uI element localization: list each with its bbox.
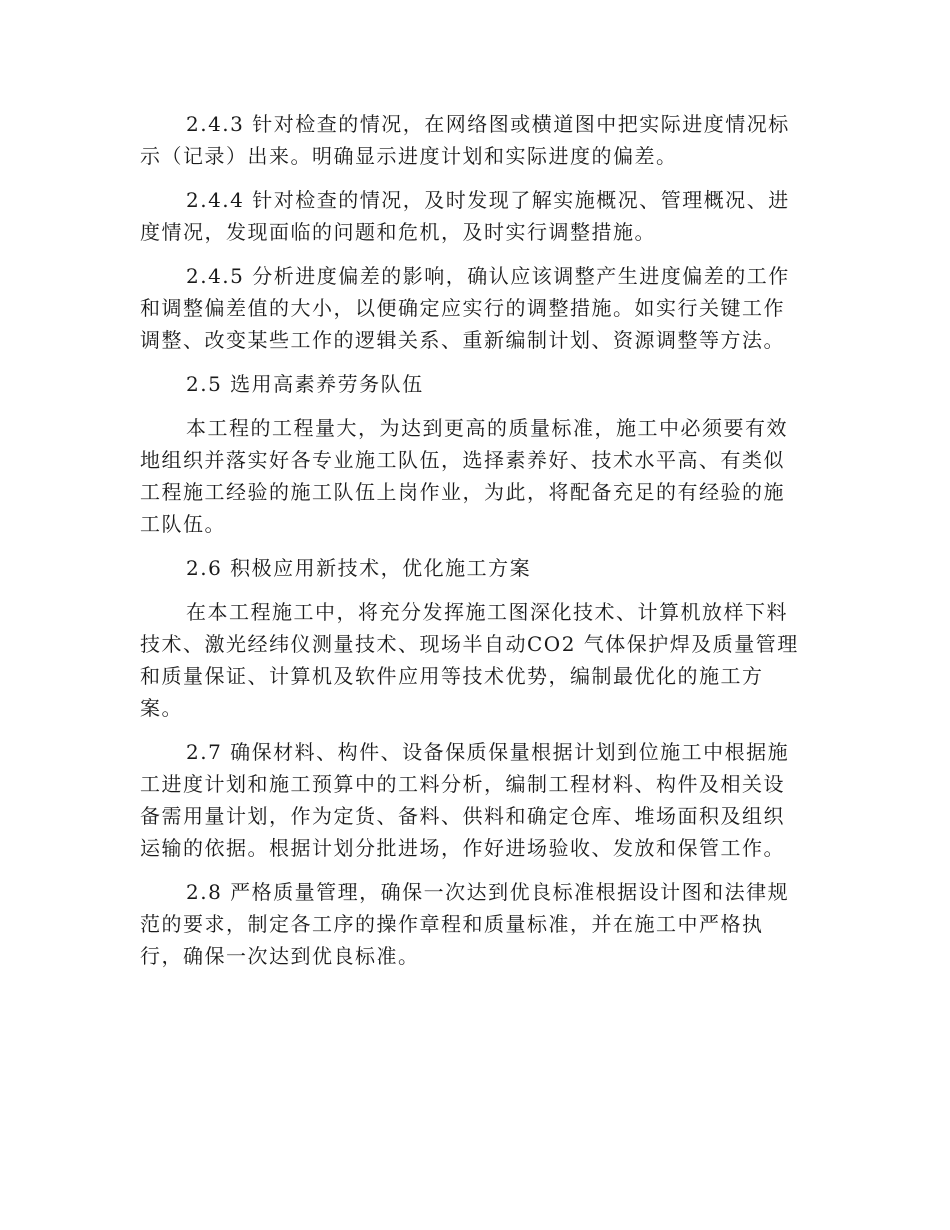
document-body [140, 108, 810, 984]
text-line: 案。 [140, 696, 183, 720]
text-line: 2.4.3 针对检查的情况，在网络图或横道图中把实际进度情况标 [186, 112, 790, 136]
text-line: 在本工程施工中，将充分发挥施工图深化技术、计算机放样下料 [186, 600, 788, 624]
paragraph-2-7 [140, 736, 810, 864]
text-line: 技术、激光经纬仪测量技术、现场半自动CO2 气体保护焊及质量管理 [140, 632, 799, 656]
heading-2-5 [140, 368, 810, 400]
paragraph-2-6-body [140, 596, 810, 724]
paragraph-2-4-4 [140, 184, 810, 248]
text-line: 2.4.4 针对检查的情况，及时发现了解实施概况、管理概况、进 [186, 188, 790, 212]
text-line: 和调整偏差值的大小，以便确定应实行的调整措施。如实行关键工作 [140, 296, 785, 320]
text-line: 度情况，发现面临的问题和危机，及时实行调整措施。 [140, 220, 656, 244]
text-line: 和质量保证、计算机及软件应用等技术优势，编制最优化的施工方 [140, 664, 764, 688]
text-line: 2.6 积极应用新技术，优化施工方案 [186, 556, 532, 580]
text-line: 工程施工经验的施工队伍上岗作业，为此，将配备充足的有经验的施 [140, 480, 785, 504]
text-line: 运输的依据。根据计划分批进场，作好进场验收、发放和保管工作。 [140, 836, 785, 860]
text-line: 备需用量计划，作为定货、备料、供料和确定仓库、堆场面积及组织 [140, 804, 785, 828]
paragraph-2-8 [140, 876, 810, 972]
text-line: 工队伍。 [140, 512, 226, 536]
text-line: 2.5 选用高素养劳务队伍 [186, 372, 424, 396]
paragraph-2-4-5 [140, 260, 810, 356]
text-line: 本工程的工程量大，为达到更高的质量标准，施工中必须要有效 [186, 416, 788, 440]
text-line: 2.8 严格质量管理，确保一次达到优良标准根据设计图和法律规 [186, 880, 790, 904]
text-line: 地组织并落实好各专业施工队伍，选择素养好、技术水平高、有类似 [140, 448, 785, 472]
text-line: 调整、改变某些工作的逻辑关系、重新编制计划、资源调整等方法。 [140, 328, 785, 352]
text-line: 2.4.5 分析进度偏差的影响，确认应该调整产生进度偏差的工作 [186, 264, 790, 288]
paragraph-2-4-3 [140, 108, 810, 172]
text-line: 2.7 确保材料、构件、设备保质保量根据计划到位施工中根据施 [186, 740, 790, 764]
text-line: 工进度计划和施工预算中的工料分析，编制工程材料、构件及相关设 [140, 772, 785, 796]
text-line: 范的要求，制定各工序的操作章程和质量标准，并在施工中严格执 [140, 912, 764, 936]
text-line: 行，确保一次达到优良标准。 [140, 944, 420, 968]
paragraph-2-5-body [140, 412, 810, 540]
heading-2-6 [140, 552, 810, 584]
text-line: 示（记录）出来。明确显示进度计划和实际进度的偏差。 [140, 144, 678, 168]
